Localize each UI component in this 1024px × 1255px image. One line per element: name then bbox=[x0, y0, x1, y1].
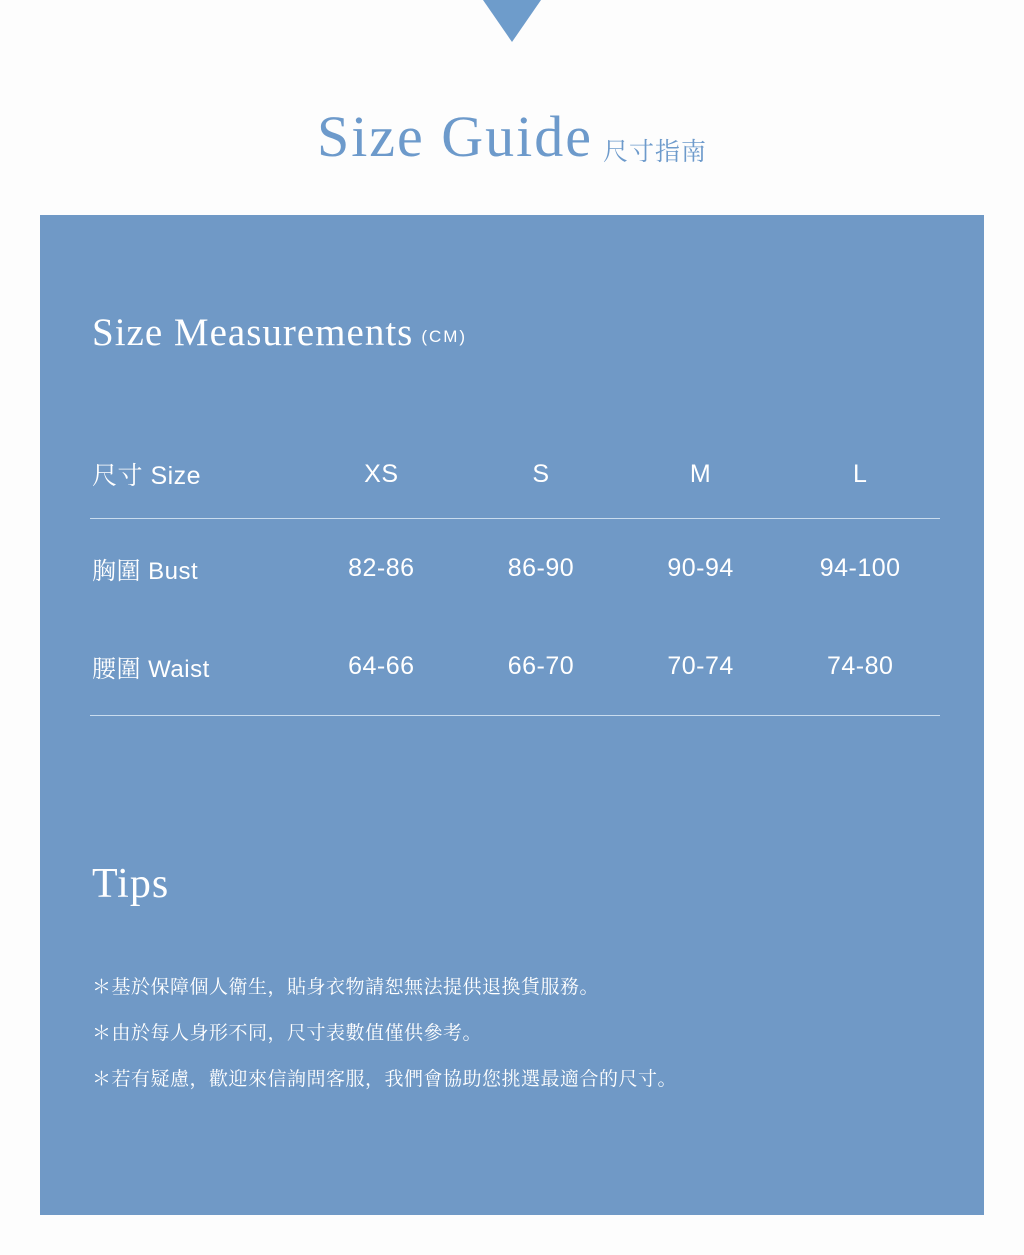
table-header-s: S bbox=[461, 430, 621, 519]
bust-s: 86-90 bbox=[507, 553, 575, 582]
bust-xs: 82-86 bbox=[348, 553, 415, 582]
bust-m: 90-94 bbox=[667, 553, 734, 582]
tips-list bbox=[92, 965, 932, 1103]
waist-s: 66-70 bbox=[461, 617, 621, 716]
page-title-zh: 尺寸指南 bbox=[603, 138, 708, 166]
section-heading-unit: (CM) bbox=[421, 327, 468, 346]
tips-heading: Tips bbox=[92, 861, 170, 907]
waist-xs: 64-66 bbox=[302, 617, 462, 716]
table-header-m: M bbox=[621, 430, 781, 519]
list-item: ＊由於每人身形不同，尺寸表數值僅供參考。 bbox=[92, 1023, 483, 1044]
table-row bbox=[90, 519, 940, 618]
table-header-row bbox=[90, 430, 940, 519]
size-measurements-table bbox=[90, 430, 940, 716]
table-header-xs: XS bbox=[302, 430, 462, 519]
list-item: ＊若有疑慮，歡迎來信詢問客服，我們會協助您挑選最適合的尺寸。 bbox=[92, 1069, 678, 1090]
table-header-l: L bbox=[780, 430, 940, 519]
row-label-bust: 胸圍 Bust bbox=[92, 557, 199, 585]
section-heading-en: Size Measurements bbox=[92, 311, 414, 354]
bust-l: 94-100 bbox=[819, 553, 901, 582]
waist-m: 70-74 bbox=[621, 617, 781, 716]
table-header-size: 尺寸 Size bbox=[90, 430, 302, 519]
page-title-en: Size Guide bbox=[316, 104, 594, 169]
page-title bbox=[0, 103, 1024, 170]
size-panel bbox=[40, 215, 984, 1215]
row-label-waist: 腰圍 Waist bbox=[90, 617, 302, 716]
section-heading bbox=[92, 310, 467, 355]
triangle-down-icon bbox=[483, 0, 541, 42]
waist-l: 74-80 bbox=[780, 617, 940, 716]
table-row bbox=[90, 617, 940, 716]
list-item: ＊基於保障個人衛生，貼身衣物請恕無法提供退換貨服務。 bbox=[92, 977, 600, 998]
